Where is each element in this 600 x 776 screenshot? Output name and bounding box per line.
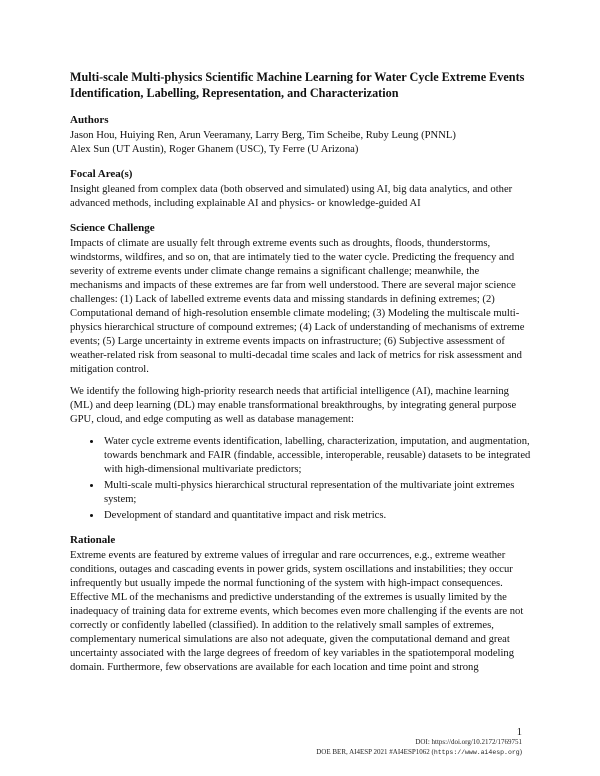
page-number: 1	[516, 727, 522, 738]
rationale-text: Extreme events are featured by extreme values of irregular and rare occurrences, e.g., extreme weather conditions, outages and cascading events in power grids, system oscillations and instabilities; they occur infrequently but usually impede the normal functioning of the system with high-impact consequences. Effective ML of the mechanisms and predictive understanding of the extremes is usually limited by the inadequacy of training data for extreme events, which becomes even more challenging if the events are not correctly or confidently labelled (classified). In addition to the relatively small samples of extremes, complementary numerical simulations are also not adequate, given the computational demand and great uncertainty associated with the large degrees of freedom of key variables in the spatiotemporal modeling domain. Furthermore, few observations are available for each location and time point and strong	[70, 550, 524, 673]
list-item: • Water cycle extreme events identification, labelling, characterization, imputation, and augmentation, towards benchmark and FAIR (findable, accessible, interoperable, reusable) datasets to be integrated with high-dimensional multivariate predictors;	[102, 435, 532, 477]
science-challenge-paragraph-1: Impacts of climate are usually felt through extreme events such as droughts, floods, thunderstorms, windstorms, wildfires, and so on, that are intimately tied to the water cycle. Predicting the frequency and severity of extreme events under climate change remains a significant challenge; meanwhile, the mechanisms and impacts of these extremes are far from well understood. There are several major science challenges: (1) Lack of labelled extreme events data and missing standards in defining extremes; (2) Computational demand of high-resolution ensemble climate modeling; (3) Modeling the multiscale multi-physics hierarchical structure of compound extremes; (4) Lack of understanding of mechanisms of extreme events; (5) Large uncertainty in extreme events impacts on infrastructure; (6) Subjective assessment of weather-related risk from seasonal to multi-decadal time scales and lack of metrics for risk assessment and mitigation control.	[70, 238, 525, 375]
footer-ref-prefix: DOE BER, AI4ESP 2021 #AI4ESP1062 (	[316, 747, 434, 756]
focal-area-section	[70, 168, 532, 211]
focal-area-heading: Focal Area(s)	[70, 168, 133, 180]
authors-line-2: Alex Sun (UT Austin), Roger Ghanem (USC), Ty Ferre (U Arizona)	[70, 144, 359, 155]
focal-area-text: Insight gleaned from complex data (both observed and simulated) using AI, big data analytics, and other advanced methods, including explainable AI and physics- or knowledge-guided AI	[70, 184, 513, 209]
footer-reference	[316, 748, 522, 758]
list-item: • Multi-scale multi-physics hierarchical structural representation of the multivariate joint extremes system;	[102, 479, 532, 507]
footer-doi: DOI: https://doi.org/10.2172/1769751	[415, 738, 522, 746]
rationale-heading: Rationale	[70, 534, 116, 546]
document-body	[70, 70, 532, 686]
list-item: • Development of standard and quantitative impact and risk metrics.	[102, 509, 532, 523]
paper-title: Multi-scale Multi-physics Scientific Machine Learning for Water Cycle Extreme Events Identification, Labelling, Representation, and Characterization	[70, 70, 525, 100]
science-challenge-paragraph-2: We identify the following high-priority research needs that artificial intelligence (AI), machine learning (ML) and deep learning (DL) may enable transformational breakthroughs, by integrating general purpose GPU, cloud, and edge computing as well as database management:	[70, 386, 517, 425]
science-challenge-heading: Science Challenge	[70, 222, 155, 234]
authors-section	[70, 114, 532, 157]
science-challenge-section	[70, 222, 532, 523]
page-footer	[316, 738, 522, 757]
authors-line-1: Jason Hou, Huiying Ren, Arun Veeramany, Larry Berg, Tim Scheibe, Ruby Leung (PNNL)	[70, 130, 456, 141]
research-needs-list	[70, 435, 532, 523]
footer-ref-suffix: )	[519, 747, 522, 756]
authors-heading: Authors	[70, 114, 109, 126]
footer-ref-url[interactable]: https://www.ai4esp.org	[433, 748, 520, 756]
rationale-section	[70, 534, 532, 675]
